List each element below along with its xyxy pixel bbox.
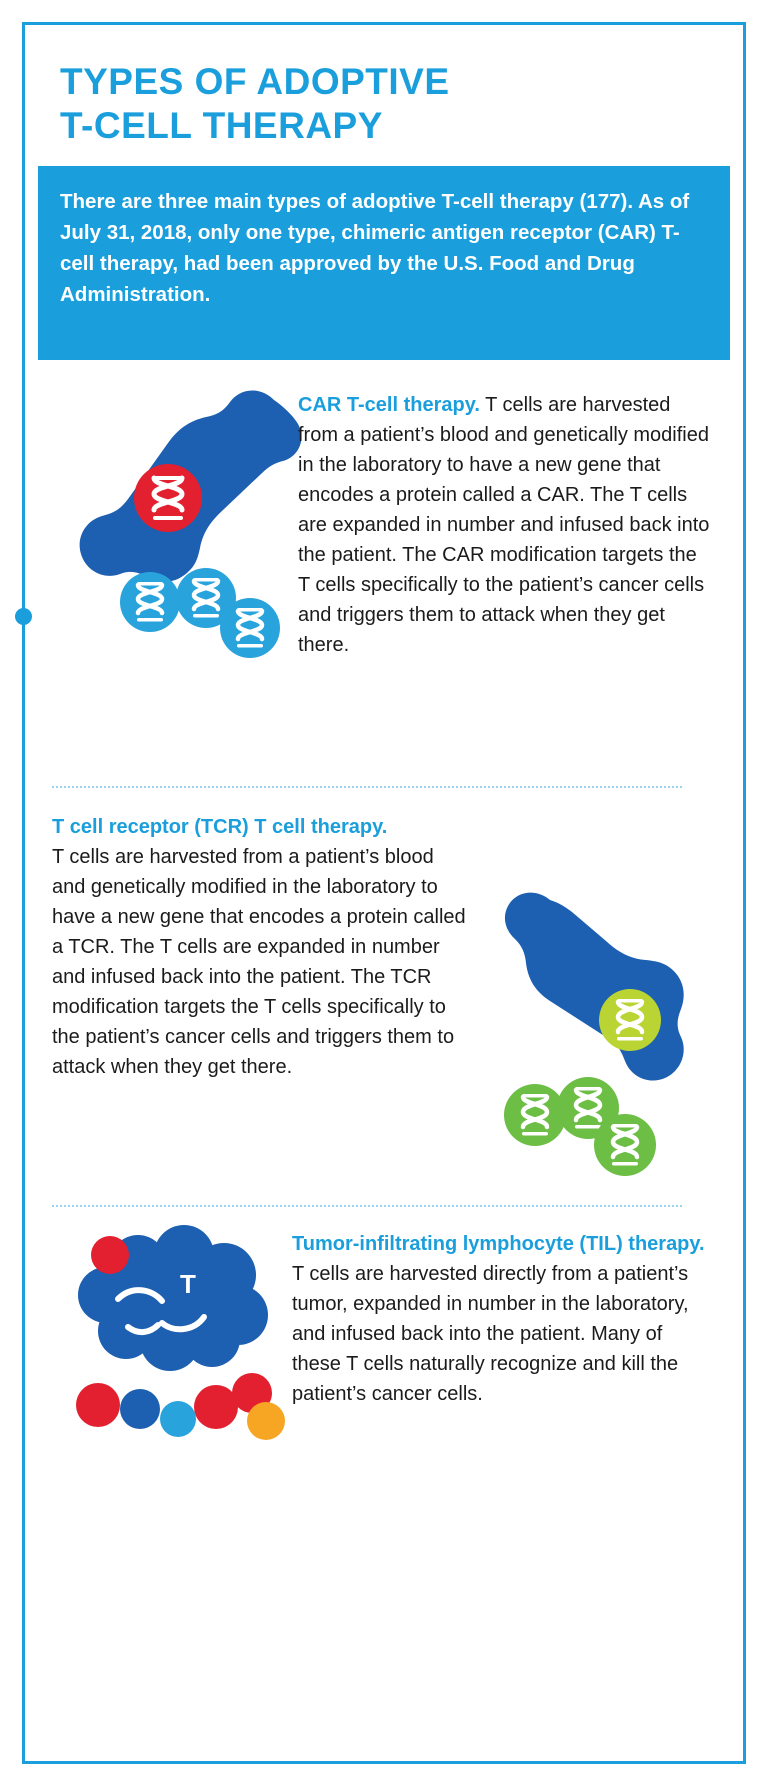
tcr-text-wrap-spacer: [472, 812, 712, 1142]
car-lead-label: CAR T-cell therapy.: [298, 394, 480, 416]
tumor-t-label: T: [180, 1269, 196, 1299]
til-text-block: [52, 1229, 712, 1457]
til-text-wrap-spacer: [52, 1229, 292, 1457]
til-body-text: T cells are harvested directly from a patient’s tumor, expanded in number in the laboratory, and infused back into the patient. Many of these T cells naturally recognize and kill the patient’s cancer cells.: [292, 1263, 689, 1405]
intro-text: There are three main types of adoptive T-cell therapy (177). As of July 31, 2018, only one type, chimeric antigen receptor (CAR) T-cell therapy, had been approved by the U.S. Food and Drug Administration.: [60, 190, 690, 307]
tcr-body-text: T cells are harvested from a patient’s blood and genetically modified in the laboratory to have a new gene that encodes a protein called a TCR. The T cells are expanded in number and infused back into the patient. The TCR modification targets the T cells specifically to the patient’s cancer cells and triggers them to attack when they get there.: [52, 846, 466, 1078]
car-text-block: [52, 390, 712, 678]
divider-2: [52, 1205, 682, 1207]
tcr-text-block: [52, 812, 712, 1142]
car-body-text: T cells are harvested from a patient’s blood and genetically modified in the laboratory to have a new gene that encodes a protein called a CAR. The T cells are expanded in number and infused back into the patient. The CAR modification targets the T cells specifically to the patient’s cancer cells and triggers them to attack when they get there.: [298, 394, 710, 656]
section-car-t-cell-therapy: [38, 370, 730, 770]
divider-1: [52, 786, 682, 788]
title-line-1: TYPES OF ADOPTIVE: [60, 61, 450, 102]
intro-band: [38, 166, 730, 360]
left-edge-dot: [15, 608, 32, 625]
section-tcr-t-cell-therapy: [38, 800, 730, 1190]
til-lead-label: Tumor-infiltrating lymphocyte (TIL) therapy.: [292, 1233, 705, 1255]
section-til-therapy: [38, 1215, 730, 1505]
tcr-lead-label: T cell receptor (TCR) T cell therapy.: [52, 816, 388, 838]
page-title: [60, 60, 730, 147]
car-text-wrap-spacer: [52, 390, 298, 678]
title-line-2: T-CELL THERAPY: [60, 104, 383, 146]
title-block: [38, 38, 730, 166]
